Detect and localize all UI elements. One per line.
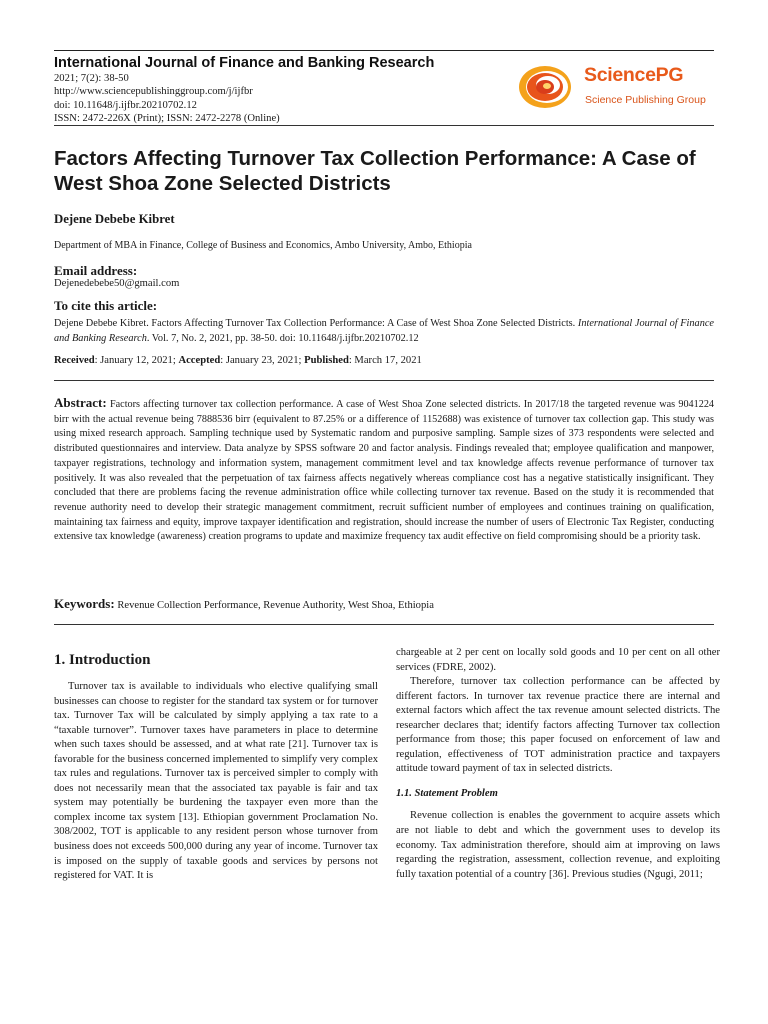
- right-paragraph-3: Revenue collection is enables the government to acquire assets which are not liable to debt and which the government uses to develop its economy. Tax administration therefore, should aim at improving on laws regarding the registration, assessment, collection revenue, and exploiting fully taxation potential of a country [36]. Previous studies (Ngugi, 2011;: [396, 810, 720, 880]
- keywords: [54, 596, 434, 612]
- journal-url-link[interactable]: http://www.sciencepublishinggroup.com/j/ijfbr: [54, 86, 253, 98]
- header-rule: [54, 125, 714, 126]
- accepted-label: Accepted: [178, 355, 221, 366]
- journal-meta: [54, 72, 280, 126]
- citation: [54, 317, 714, 346]
- published-label: Published: [304, 355, 349, 366]
- citation-journal: International Journal of Finance and Banking Research: [54, 318, 714, 344]
- sciencepg-swirl-icon: [514, 62, 578, 114]
- abstract-bottom-rule: [54, 624, 714, 625]
- keywords-text: Revenue Collection Performance, Revenue Authority, West Shoa, Ethiopia: [117, 600, 434, 611]
- author-affiliation: Department of MBA in Finance, College of Business and Economics, Ambo University, Ambo, Ethiopia: [54, 240, 472, 251]
- doi-line: doi: 10.11648/j.ijfbr.20210702.12: [54, 99, 197, 111]
- top-rule: [54, 50, 714, 51]
- author-name: Dejene Debebe Kibret: [54, 212, 175, 226]
- right-paragraph-1: chargeable at 2 per cent on locally sold goods and 10 per cent on all other services (FDRE, 2002).: [396, 647, 720, 673]
- cite-heading: To cite this article:: [54, 298, 158, 313]
- right-paragraph-2: Therefore, turnover tax collection performance can be affected by different factors. In turnover tax revenue practice there are internal and external factors which affect the tax revenue amount selected districts. The researcher declares that; identify factors affecting Turnover tax collection performance from those; this paper focused on enforcement of law and regulation, effectiveness of TOT administration practice and taxpayers attitude toward payment of tax in selected districts.: [396, 676, 720, 775]
- right-column: [396, 646, 720, 882]
- issn-line: ISSN: 2472-226X (Print); ISSN: 2472-2278 (Online): [54, 113, 280, 125]
- email-heading: Email address:: [54, 263, 138, 278]
- logo-subtitle: Science Publishing Group: [585, 94, 706, 106]
- citation-text: Dejene Debebe Kibret. Factors Affecting Turnover Tax Collection Performance: A Case of West Shoa Zone Selected Districts.: [54, 318, 578, 329]
- accepted-date: : January 23, 2021;: [220, 355, 305, 366]
- paper-title: Factors Affecting Turnover Tax Collection Performance: A Case of West Shoa Zone Selected Districts: [54, 147, 696, 195]
- abstract-label: Abstract:: [54, 395, 107, 410]
- keywords-label: Keywords:: [54, 596, 115, 611]
- volume-line: 2021; 7(2): 38-50: [54, 73, 129, 84]
- published-date: : March 17, 2021: [348, 355, 422, 366]
- abstract: [54, 396, 714, 545]
- received-date: : January 12, 2021;: [94, 355, 179, 366]
- intro-paragraph: Turnover tax is available to individuals who elective qualifying small businesses can choose to register for the standard tax system or for turnover tax. Turnover Tax will be calculated by simply applying a tax rate to a “taxable turnover”. Turnover taxes have parameters in place to determine when such taxes should be assessed, and at what rate [21]. Turnover tax is favorable for the business concerned implemented to simplify very complex tax rules and regulations. Turnover tax is perceived simpler to comply with does not necessarily mean that the associated tax payable is fair and tax system may potentially be burdening the taxpayer even more than the complex income tax system [13]. Ethiopian government Proclamation No. 308/2002, TOT is applicable to any resident person whose turnover from business does not exceeds 500,000 during any year of income. Turnover tax is imposed on the supply of taxable goods and services by persons not registered for VAT. It is: [54, 681, 378, 882]
- journal-title: International Journal of Finance and Banking Research: [54, 55, 435, 71]
- sciencepg-logo: [514, 62, 714, 114]
- abstract-text: Factors affecting turnover tax collection performance. A case of West Shoa Zone selected districts. In 2017/18 the targeted revenue was 9041224 birr with the actual revenue being 7888536 birr (equivalent to 87.25% or a difference of 1152688) was existence of turnover tax collection gap. This study was using mixed research approach. Sampling technique used by Systematic random and purposive sampling. Sample sizes of 373 respondents were selected and distributed questionnaires and interview. Data analyze by SPSS software 20 and factor analysis. Findings revealed that; employee qualification and manpower, taxpayer registrations, technology and information system, management commitment level and tax knowledge affects revenue performance of turnover tax positively. It was also revealed that the perpetuation of tax fairness affects negatively whereas compliance cost has a negative statistically insignificant. They concluded that there are problems facing the revenue administration office while collecting turnover tax revenue. Based on the study it is recommended that revenue authority need to develop their strategic management commitment, recruit sufficient number of employees and continues training on qualification, maintaining tax fairness and equity, improve taxpayer identification and registration, should increase the number of users of Electronic Tax Register, conducting extensive tax knowledge (awareness) creation programs to update and maximize frequency tax audit effective on field compromising should be a priority task.: [54, 399, 715, 543]
- citation-details: . Vol. 7, No. 2, 2021, pp. 38-50. doi: 10.11648/j.ijfbr.20210702.12: [146, 332, 419, 344]
- received-label: Received: [54, 355, 95, 366]
- email-link[interactable]: Dejenedebebe50@gmail.com: [54, 278, 180, 289]
- left-column: [54, 680, 378, 884]
- abstract-top-rule: [54, 380, 714, 381]
- section-heading-introduction: 1. Introduction: [54, 652, 151, 668]
- logo-wordmark: SciencePG: [584, 64, 684, 86]
- subsection-heading-statement-problem: 1.1. Statement Problem: [396, 787, 498, 799]
- article-dates: [54, 355, 422, 366]
